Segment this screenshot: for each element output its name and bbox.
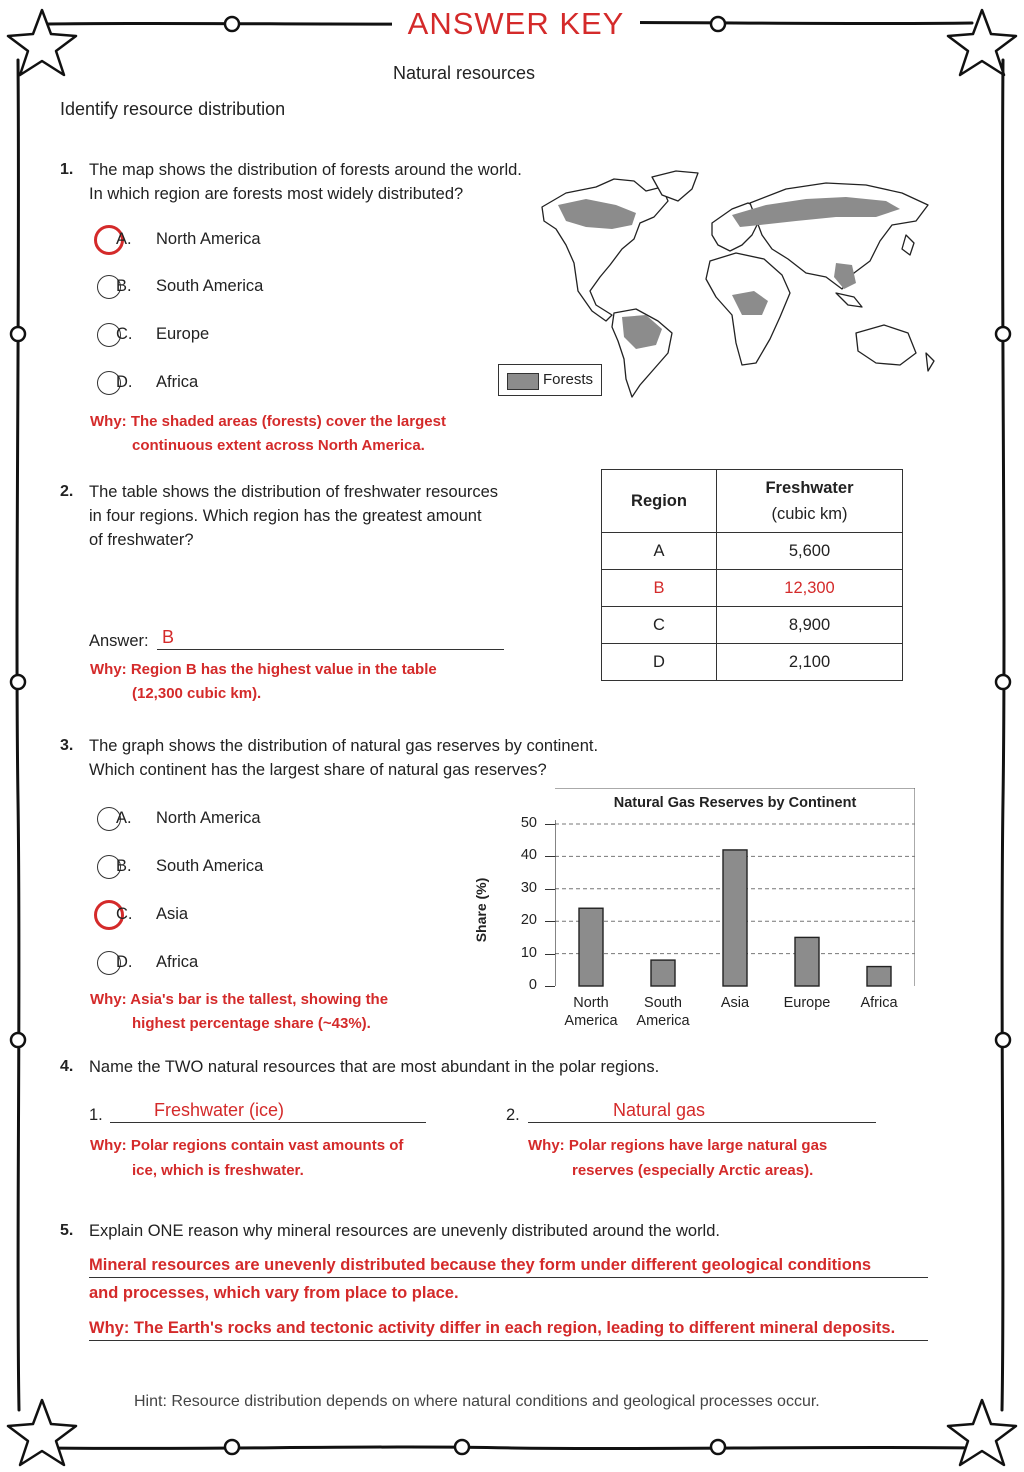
page-subtitle: Natural resources (393, 63, 536, 83)
q1-why-line1: Why: The shaded areas (forests) cover the largest (90, 413, 446, 430)
q5-number: 5. (60, 1222, 74, 1239)
y-tick-label: 20 (520, 912, 537, 929)
chart-svg (555, 788, 915, 988)
x-tick-label: Asia (720, 995, 750, 1011)
y-tick-mark (545, 889, 555, 890)
q4-a1-why-line2: ice, which is freshwater. (132, 1162, 304, 1179)
q4-answer-1: Freshwater (ice) (154, 1100, 285, 1120)
bar (651, 960, 675, 986)
q2-why-line2: (12,300 cubic km). (132, 685, 262, 702)
bar (795, 937, 819, 986)
answer-label: Answer: (89, 632, 149, 650)
q4-number: 4. (60, 1058, 74, 1075)
q3-text-line1: The graph shows the distribution of natural gas reserves by continent. (89, 737, 599, 755)
x-tick-label: South America (636, 995, 690, 1029)
q2-why-line1: Why: Region B has the highest value in the table (90, 661, 437, 678)
y-tick-label: 10 (520, 944, 537, 961)
y-tick-mark (545, 986, 555, 987)
answer-key-title: ANSWER KEY (392, 6, 640, 42)
q1-number: 1. (60, 161, 74, 178)
q3-number: 3. (60, 737, 74, 754)
australia-shape (856, 325, 916, 365)
table-row: C 8,900 (602, 607, 903, 644)
q5-text: Explain ONE reason why mineral resources are unevenly distributed around the world. (89, 1222, 720, 1240)
q3-why-line1: Why: Asia's bar is the tallest, showing the (90, 991, 389, 1008)
answer-field[interactable] (157, 627, 504, 650)
section-title: Identify resource distribution (60, 99, 286, 119)
q5-answer-line-1[interactable] (89, 1255, 928, 1278)
chart-title: Natural Gas Reserves by Continent (613, 795, 857, 811)
table-row: D 2,100 (602, 644, 903, 681)
y-tick-label: 50 (520, 815, 537, 831)
q4-a1-number: 1. (89, 1106, 103, 1124)
freshwater-table (601, 469, 903, 681)
table-row: B 12,300 (602, 570, 903, 607)
north-america-shape (542, 179, 668, 321)
q3-text-line2: Which continent has the largest share of natural gas reserves? (89, 761, 547, 779)
q2-text-line1: The table shows the distribution of freshwater resources (89, 483, 499, 501)
q2-number: 2. (60, 483, 74, 500)
q1-text-line1: The map shows the distribution of forests around the world. (89, 161, 522, 179)
chart-x-labels (555, 994, 915, 1034)
q3-why-line2: highest percentage share (~43%). (132, 1015, 371, 1032)
y-tick-label: 40 (520, 847, 537, 864)
q4-answer-2: Natural gas (613, 1100, 706, 1120)
answer-value: B (162, 627, 175, 647)
bar (723, 850, 747, 986)
x-tick-label: Africa (860, 995, 898, 1011)
y-axis-label: Share (%) (473, 877, 489, 943)
y-tick-label: 30 (520, 879, 537, 896)
star-icon (948, 10, 1016, 75)
q5-why-line[interactable] (89, 1318, 928, 1341)
y-tick-mark (545, 921, 555, 922)
bar (579, 908, 603, 986)
q1-why-line2: continuous extent across North America. (132, 437, 425, 454)
y-tick-mark (545, 824, 555, 825)
map-legend (498, 364, 602, 396)
forest-legend-swatch (507, 373, 539, 390)
natural-gas-chart (555, 788, 915, 988)
table-row: A 5,600 (602, 533, 903, 570)
q5-answer-text-1: Mineral resources are unevenly distributed because they form under different geological conditions (89, 1256, 872, 1274)
y-tick-mark (545, 954, 555, 955)
bar (867, 967, 891, 986)
q1-text-line2: In which region are forests most widely distributed? (89, 185, 464, 203)
legend-label: Forests (543, 371, 594, 388)
y-tick-mark (545, 856, 555, 857)
x-tick-label: North America (564, 995, 618, 1029)
star-icon (948, 1400, 1016, 1465)
hint-text: Hint: Resource distribution depends on where natural conditions and geological processes occur. (134, 1393, 820, 1410)
q2-text-line2: in four regions. Which region has the greatest amount (89, 507, 482, 525)
table-header-freshwater: Freshwater (cubic km) (717, 470, 903, 533)
q4-a1-why-line1: Why: Polar regions contain vast amounts of (90, 1137, 404, 1154)
table-header-region: Region (602, 470, 717, 533)
q5-answer-text-2: and processes, which vary from place to place. (89, 1284, 459, 1302)
y-tick-label: 0 (528, 977, 537, 993)
q4-text: Name the TWO natural resources that are most abundant in the polar regions. (89, 1058, 660, 1076)
q4-a2-why-line1: Why: Polar regions have large natural gas (528, 1137, 828, 1154)
q4-a2-number: 2. (506, 1106, 520, 1124)
x-tick-label: Europe (783, 995, 831, 1011)
q5-why-text: Why: The Earth's rocks and tectonic activity differ in each region, leading to different mineral deposits. (89, 1319, 896, 1337)
q4-answer-2-field[interactable] (528, 1100, 876, 1123)
q2-text-line3: of freshwater? (89, 531, 194, 549)
q4-a2-why-line2: reserves (especially Arctic areas). (572, 1162, 814, 1179)
q4-answer-1-field[interactable] (110, 1100, 426, 1123)
chart-ylabel-holder (468, 860, 498, 960)
